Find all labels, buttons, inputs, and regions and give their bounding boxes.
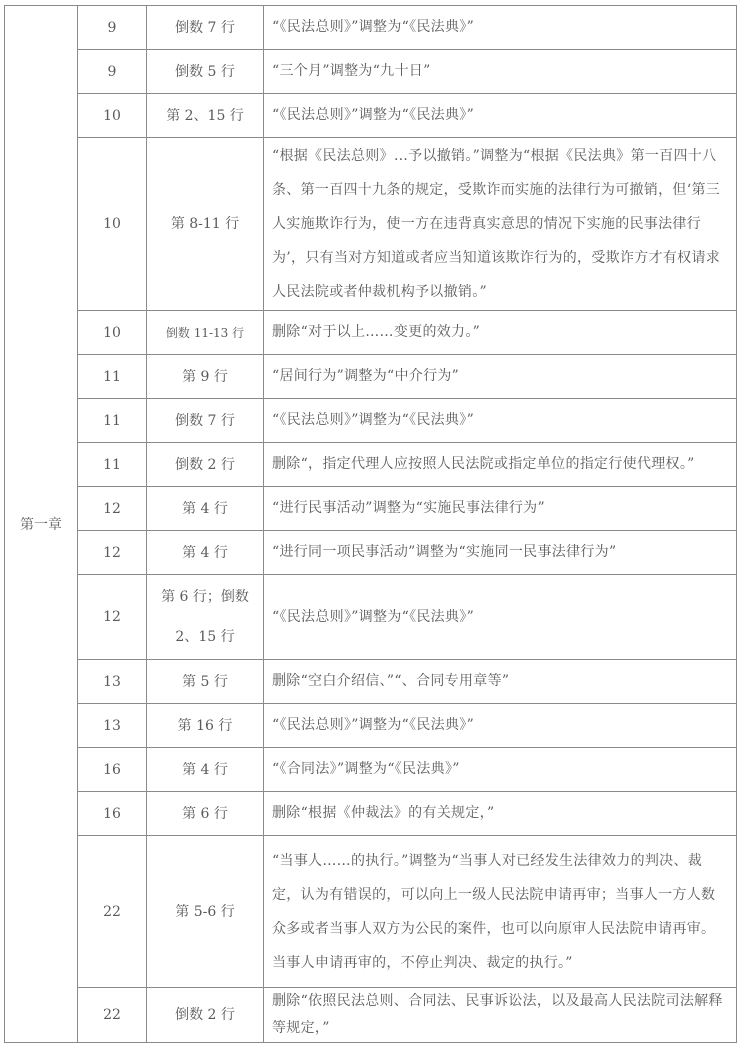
line-cell: 第 2、15 行: [147, 94, 264, 138]
change-description-cell: 删除“依照民法总则、合同法、民事诉讼法，以及最高人民法院司法解释等规定，”: [264, 988, 737, 1043]
change-description-cell: 删除“，指定代理人应按照人民法院或指定单位的指定行使代理权。”: [264, 443, 737, 487]
page-cell: 10: [78, 311, 147, 355]
page-cell: 9: [78, 50, 147, 94]
change-description-cell: “进行民事活动”调整为“实施民事法律行为”: [264, 487, 737, 531]
line-cell: 第 16 行: [147, 704, 264, 748]
table-row: [5, 748, 737, 792]
errata-table: [4, 5, 737, 1043]
page-cell: 13: [78, 660, 147, 704]
change-description-cell: “三个月”调整为“九十日”: [264, 50, 737, 94]
table-row: [5, 311, 737, 355]
table-row: [5, 138, 737, 311]
page-cell: 11: [78, 399, 147, 443]
page-cell: 16: [78, 748, 147, 792]
page-cell: 11: [78, 355, 147, 399]
page-cell: 10: [78, 94, 147, 138]
line-cell: 第 4 行: [147, 748, 264, 792]
table-row: [5, 443, 737, 487]
line-cell: 倒数 2 行: [147, 443, 264, 487]
line-cell: 第 4 行: [147, 531, 264, 575]
change-description-cell: “居间行为”调整为“中介行为”: [264, 355, 737, 399]
table-row: [5, 355, 737, 399]
table-row: [5, 575, 737, 660]
table-row: [5, 531, 737, 575]
table-row: [5, 704, 737, 748]
table-row: [5, 487, 737, 531]
line-cell: 第 6 行: [147, 792, 264, 836]
table-row: [5, 50, 737, 94]
table-row: [5, 836, 737, 988]
table-row: [5, 988, 737, 1043]
page-cell: 16: [78, 792, 147, 836]
change-description-cell: “《民法总则》”调整为“《民法典》”: [264, 575, 737, 660]
change-description-cell: “《民法总则》”调整为“《民法典》”: [264, 399, 737, 443]
line-cell: 第 5 行: [147, 660, 264, 704]
change-description-cell: 删除“对于以上……变更的效力。”: [264, 311, 737, 355]
line-cell: 倒数 7 行: [147, 6, 264, 50]
page-cell: 9: [78, 6, 147, 50]
page-cell: 12: [78, 487, 147, 531]
page-cell: 13: [78, 704, 147, 748]
table-row: [5, 792, 737, 836]
line-cell: 第 8-11 行: [147, 138, 264, 311]
line-cell: 倒数 2 行: [147, 988, 264, 1043]
change-description-cell: 删除“空白介绍信、”“、合同专用章等”: [264, 660, 737, 704]
change-description-cell: “进行同一项民事活动”调整为“实施同一民事法律行为”: [264, 531, 737, 575]
page-cell: 10: [78, 138, 147, 311]
change-description-cell: “《民法总则》”调整为“《民法典》”: [264, 94, 737, 138]
table-row: [5, 94, 737, 138]
chapter-cell: 第一章: [5, 6, 78, 1043]
change-description-cell: “当事人……的执行。”调整为“当事人对已经发生法律效力的判决、裁定，认为有错误的，可以向上一级人民法院申请再审；当事人一方人数众多或者当事人双方为公民的案件，也可以向原审人民法院申请再审。当事人申请再审的，不停止判决、裁定的执行。”: [264, 836, 737, 988]
change-description-cell: “根据《民法总则》…予以撤销。”调整为“根据《民法典》第一百四十八条、第一百四十九条的规定，受欺诈而实施的法律行为可撤销，但‘第三人实施欺诈行为，使一方在违背真实意思的情况下实施的民事法律行为’，只有当对方知道或者应当知道该欺诈行为的，受欺诈方才有权请求人民法院或者仲裁机构予以撤销。”: [264, 138, 737, 311]
page-cell: 12: [78, 531, 147, 575]
line-cell: 第 9 行: [147, 355, 264, 399]
change-description-cell: “《合同法》”调整为“《民法典》”: [264, 748, 737, 792]
table-row: [5, 399, 737, 443]
line-cell: 倒数 7 行: [147, 399, 264, 443]
line-cell: 第 5-6 行: [147, 836, 264, 988]
change-description-cell: 删除“根据《仲裁法》的有关规定，”: [264, 792, 737, 836]
line-cell: 倒数 5 行: [147, 50, 264, 94]
table-row: [5, 6, 737, 50]
page-cell: 12: [78, 575, 147, 660]
page-cell: 22: [78, 988, 147, 1043]
line-cell: 第 6 行；倒数 2、15 行: [147, 575, 264, 660]
line-cell: 第 4 行: [147, 487, 264, 531]
page-cell: 11: [78, 443, 147, 487]
page-cell: 22: [78, 836, 147, 988]
line-cell: 倒数 11-13 行: [147, 311, 264, 355]
change-description-cell: “《民法总则》”调整为“《民法典》”: [264, 6, 737, 50]
table-row: [5, 660, 737, 704]
change-description-cell: “《民法总则》”调整为“《民法典》”: [264, 704, 737, 748]
